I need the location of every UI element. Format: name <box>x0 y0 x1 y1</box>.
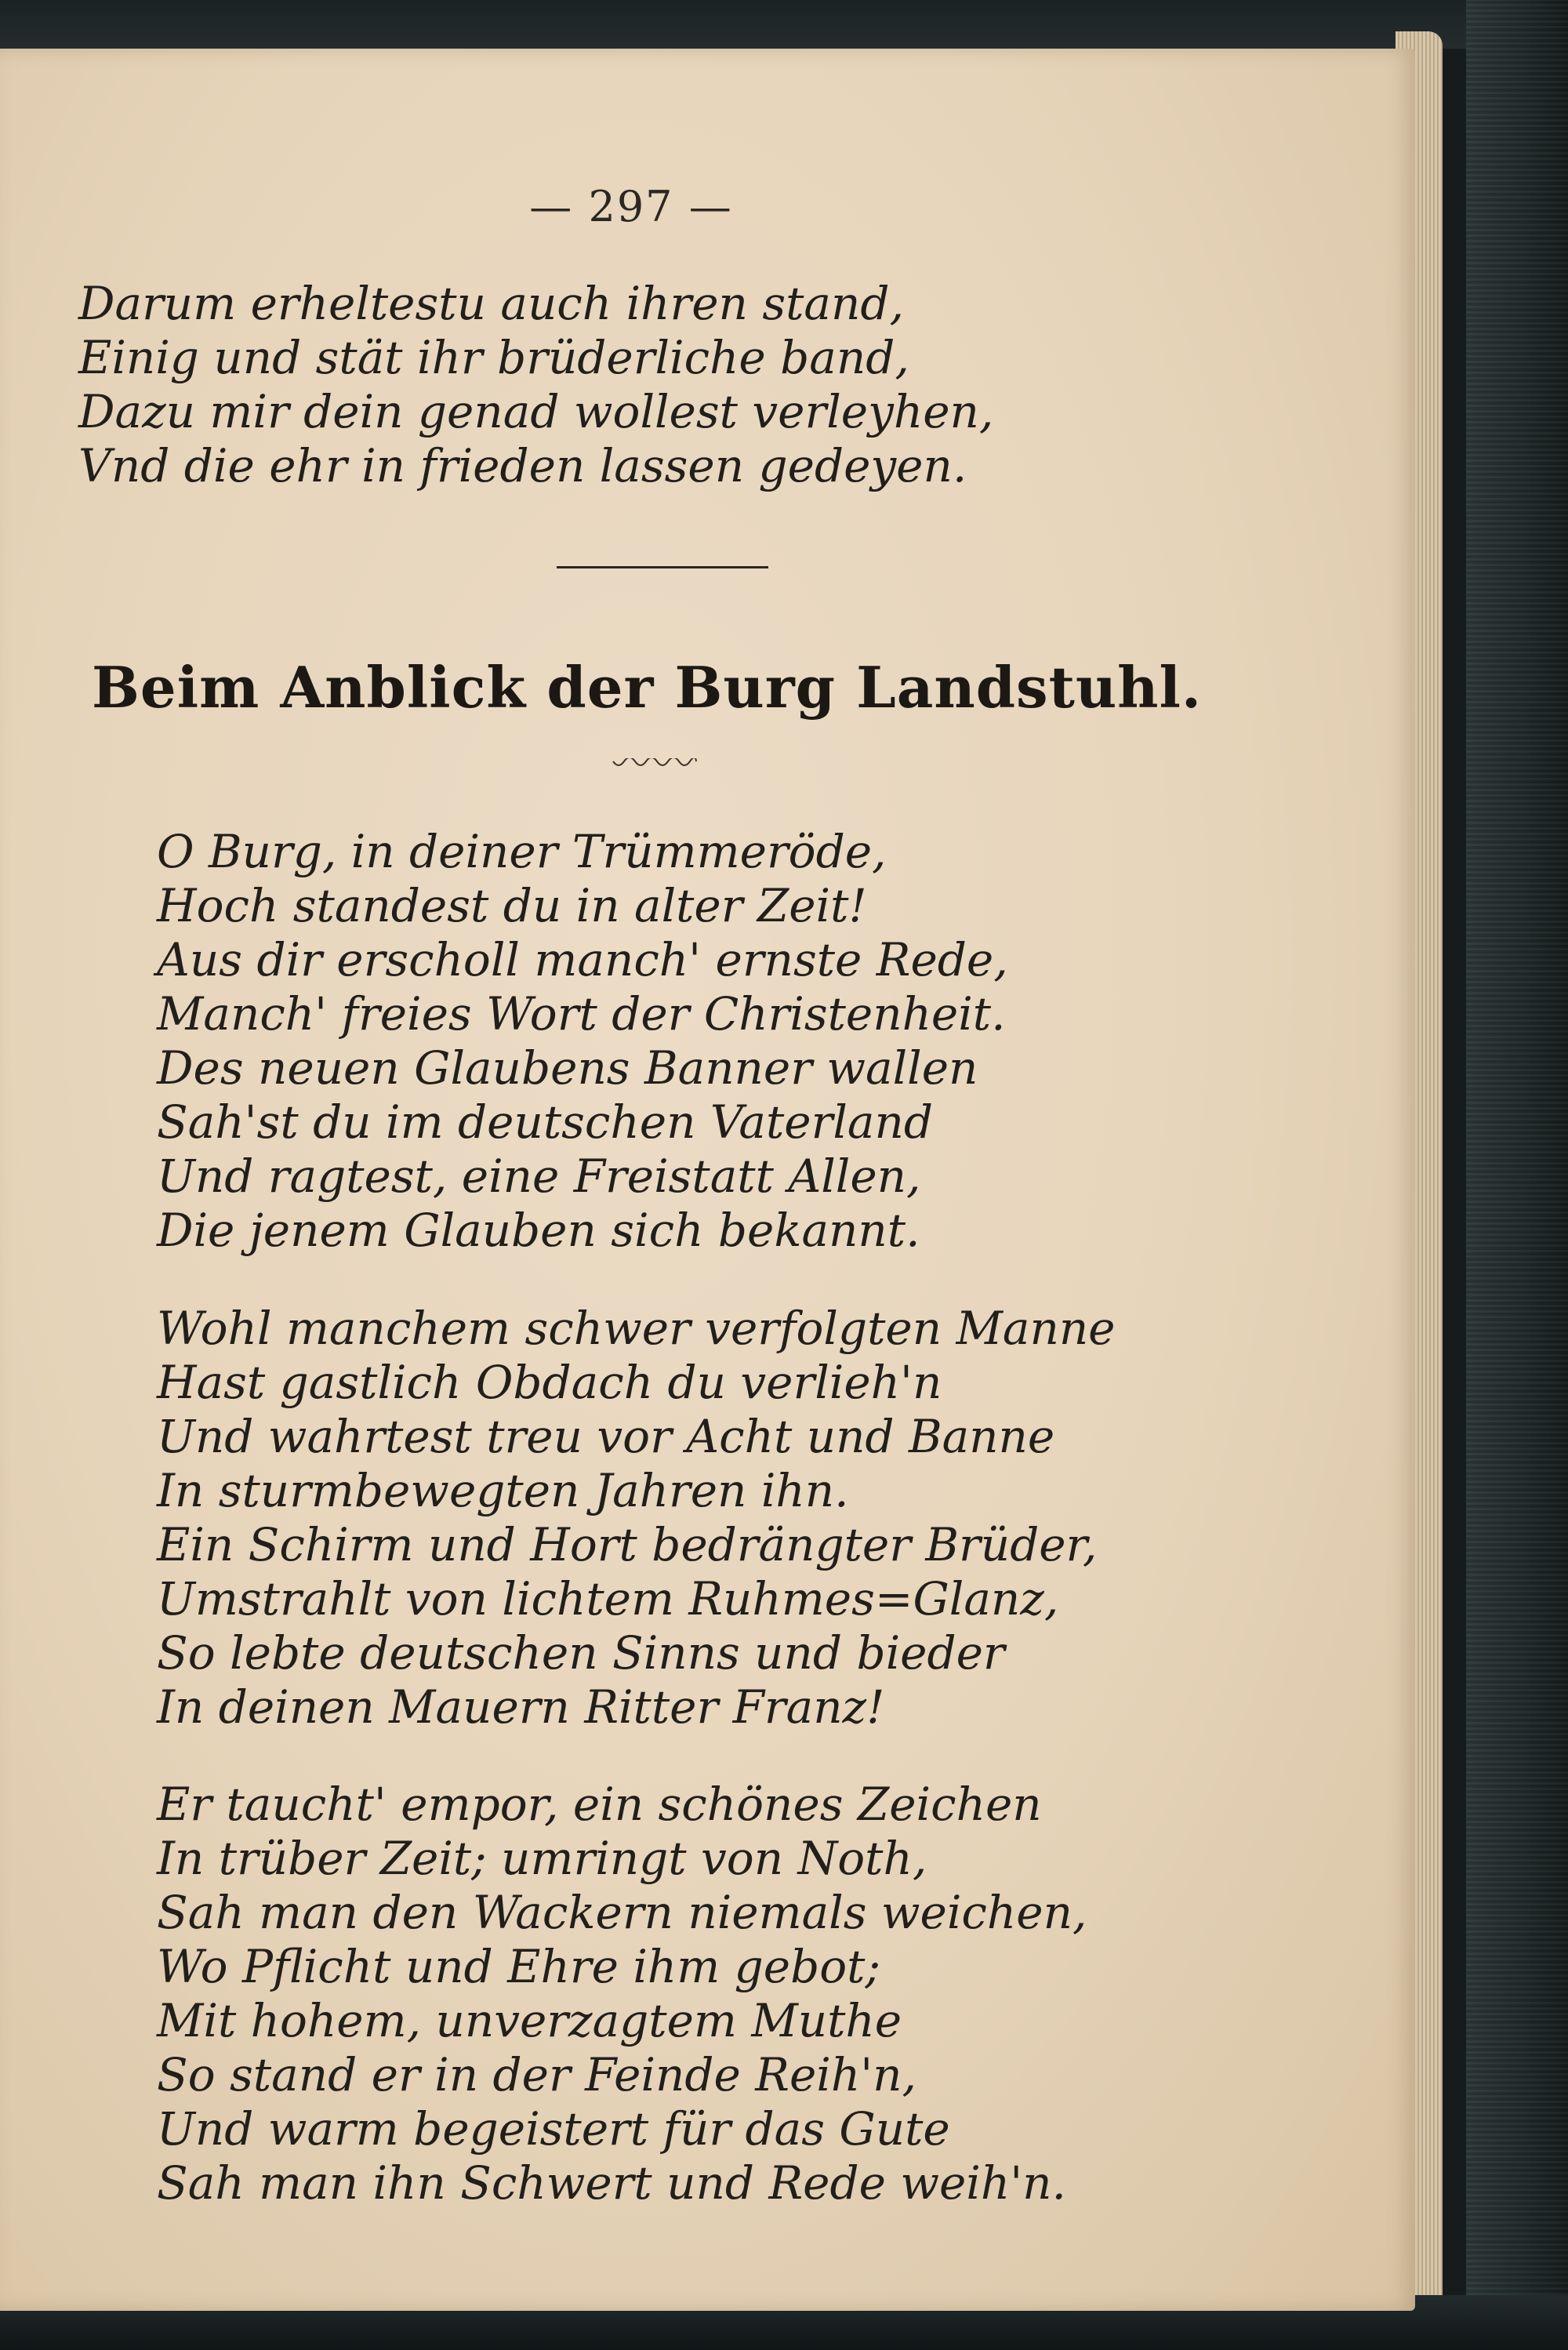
section-divider <box>557 566 768 568</box>
verse-line: Wohl manchem schwer verfolgten Manne <box>157 1302 1116 1355</box>
verse-line: Hoch standest du in alter Zeit! <box>157 879 867 932</box>
verse-line: Und warm begeistert für das Gute <box>157 2102 950 2156</box>
verse-line: Und wahrtest treu vor Acht und Banne <box>157 1410 1055 1463</box>
verse-line: Vnd die ehr in frieden lassen gedeyen. <box>78 439 967 492</box>
verse-line: In trüber Zeit; umringt von Noth, <box>157 1832 927 1885</box>
verse-line: Darum erheltestu auch ihren stand, <box>78 277 904 330</box>
verse-line: Einig und stät ihr brüderliche band, <box>78 331 909 384</box>
verse-line: Dazu mir dein genad wollest verleyhen, <box>78 385 994 438</box>
wavy-ornament-icon <box>612 758 698 771</box>
book-cover-top-edge <box>0 0 1568 49</box>
book-cover-binding <box>1466 0 1568 2350</box>
verse-line: In sturmbewegten Jahren ihn. <box>157 1464 849 1517</box>
verse-line: Sah'st du im deutschen Vaterland <box>157 1095 933 1149</box>
verse-line: Hast gastlich Obdach du verlieh'n <box>157 1356 942 1409</box>
verse-line: O Burg, in deiner Trümmeröde, <box>157 825 887 878</box>
page-number: — 297 — <box>529 182 733 231</box>
closing-stanza-previous-poem <box>78 277 993 493</box>
verse-line: Er taucht' empor, ein schönes Zeichen <box>157 1778 1042 1831</box>
stanza-2 <box>157 1302 1116 1734</box>
verse-line: Manch' freies Wort der Christenheit. <box>157 987 1006 1041</box>
stanza-3 <box>157 1778 1087 2210</box>
verse-line: So stand er in der Feinde Reih'n, <box>157 2048 916 2101</box>
verse-line: Aus dir erscholl manch' ernste Rede, <box>157 933 1008 986</box>
verse-line: Sah man ihn Schwert und Rede weih'n. <box>157 2156 1066 2210</box>
verse-line: Ein Schirm und Hort bedrängter Brüder, <box>157 1518 1098 1571</box>
verse-line: Und ragtest, eine Freistatt Allen, <box>157 1150 921 1203</box>
verse-line: Des neuen Glaubens Banner wallen <box>157 1041 978 1095</box>
verse-line: Umstrahlt von lichtem Ruhmes=Glanz, <box>157 1572 1059 1625</box>
verse-line: Wo Pflicht und Ehre ihm gebot; <box>157 1940 881 1993</box>
verse-line: Mit hohem, unverzagtem Muthe <box>157 1994 902 2047</box>
stanza-1 <box>157 825 1008 1258</box>
verse-line: So lebte deutschen Sinns und bieder <box>157 1626 1005 1680</box>
page-sheet <box>0 49 1415 2311</box>
verse-line: Die jenem Glauben sich bekannt. <box>157 1204 920 1257</box>
verse-line: In deinen Mauern Ritter Franz! <box>157 1680 885 1734</box>
verse-line: Sah man den Wackern niemals weichen, <box>157 1886 1087 1939</box>
poem-title: Beim Anblick der Burg Landstuhl. <box>92 654 1202 721</box>
